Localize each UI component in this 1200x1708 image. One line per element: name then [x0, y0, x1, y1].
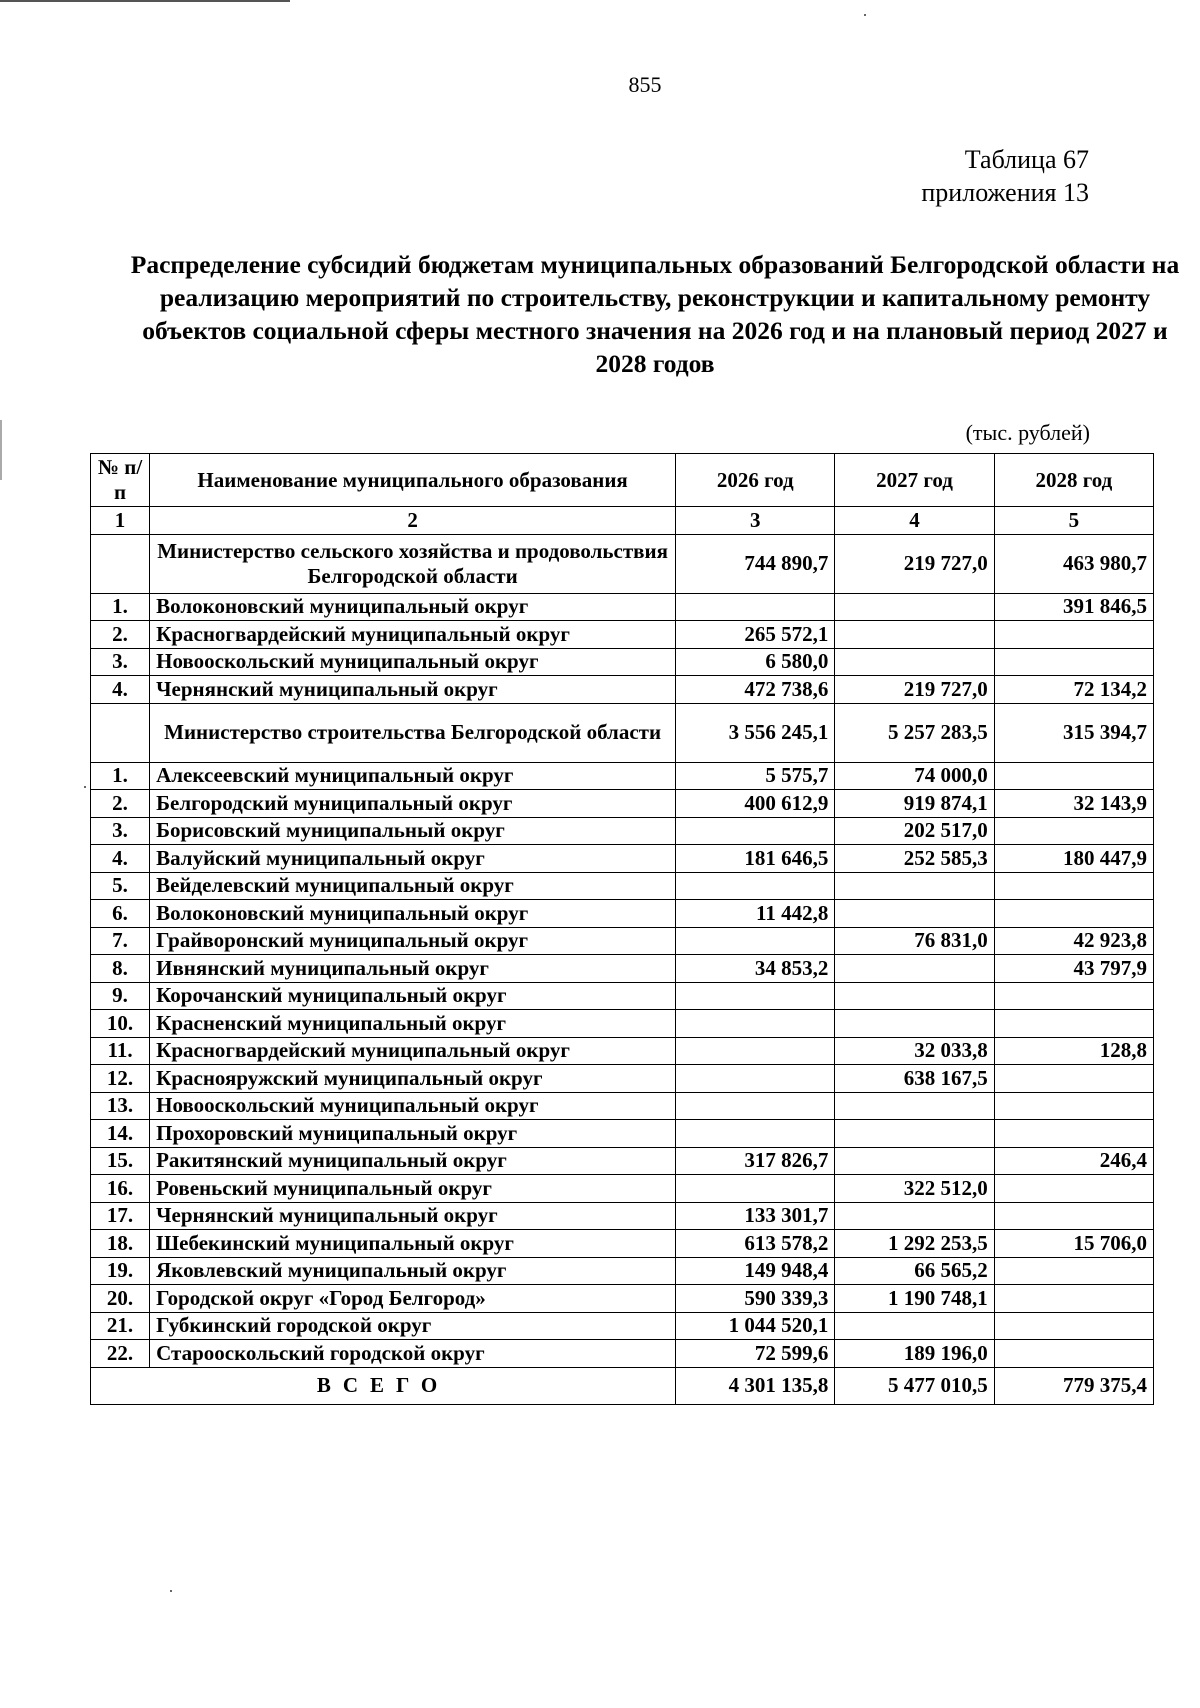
header-2027: 2027 год	[835, 454, 994, 507]
row-2028	[994, 1285, 1153, 1313]
row-2028: 15 706,0	[994, 1230, 1153, 1258]
header-2028: 2028 год	[994, 454, 1153, 507]
row-name: Борисовский муниципальный округ	[150, 817, 676, 845]
row-name: Прохоровский муниципальный округ	[150, 1120, 676, 1148]
group-2026: 744 890,7	[676, 534, 835, 593]
group-2027: 5 257 283,5	[835, 703, 994, 762]
scan-artifact-line	[0, 0, 290, 2]
row-2027	[835, 900, 994, 928]
table-ref-line2: приложения 13	[921, 178, 1089, 207]
row-name: Новооскольский муниципальный округ	[150, 648, 676, 676]
table-row	[91, 1257, 1154, 1285]
row-2028	[994, 621, 1153, 649]
table-row	[91, 1065, 1154, 1093]
row-name: Яковлевский муниципальный округ	[150, 1257, 676, 1285]
row-name: Шебекинский муниципальный округ	[150, 1230, 676, 1258]
row-number: 11.	[91, 1037, 150, 1065]
row-name: Краснояружский муниципальный округ	[150, 1065, 676, 1093]
group-row	[91, 703, 1154, 762]
row-number: 3.	[91, 817, 150, 845]
row-number: 1.	[91, 593, 150, 621]
table-row	[91, 1037, 1154, 1065]
row-2027	[835, 621, 994, 649]
row-name: Чернянский муниципальный округ	[150, 1202, 676, 1230]
table-row	[91, 900, 1154, 928]
row-2026	[676, 927, 835, 955]
table-row	[91, 955, 1154, 983]
row-number: 5.	[91, 872, 150, 900]
row-2027: 219 727,0	[835, 676, 994, 704]
row-2027	[835, 648, 994, 676]
row-2028	[994, 982, 1153, 1010]
row-name: Вейделевский муниципальный округ	[150, 872, 676, 900]
row-2027	[835, 1092, 994, 1120]
row-2026: 149 948,4	[676, 1257, 835, 1285]
row-name: Валуйский муниципальный округ	[150, 845, 676, 873]
row-number: 2.	[91, 790, 150, 818]
row-2027: 919 874,1	[835, 790, 994, 818]
group-2028: 463 980,7	[994, 534, 1153, 593]
row-2027: 1 292 253,5	[835, 1230, 994, 1258]
group-2028: 315 394,7	[994, 703, 1153, 762]
row-2026	[676, 1092, 835, 1120]
row-number: 18.	[91, 1230, 150, 1258]
row-number: 1.	[91, 762, 150, 790]
row-2027	[835, 982, 994, 1010]
row-2026	[676, 1120, 835, 1148]
row-2028: 391 846,5	[994, 593, 1153, 621]
col-number: 5	[994, 507, 1153, 535]
group-name: Министерство строительства Белгородской области	[150, 703, 676, 762]
row-2027	[835, 1312, 994, 1340]
row-2027: 74 000,0	[835, 762, 994, 790]
table-row	[91, 1010, 1154, 1038]
units-label: (тыс. рублей)	[965, 420, 1090, 445]
row-number: 9.	[91, 982, 150, 1010]
row-2026: 181 646,5	[676, 845, 835, 873]
row-2028	[994, 1010, 1153, 1038]
table-body	[91, 534, 1154, 1367]
row-2028	[994, 762, 1153, 790]
row-2026	[676, 1037, 835, 1065]
row-number: 12.	[91, 1065, 150, 1093]
header-num: № п/п	[91, 454, 150, 507]
row-2026: 72 599,6	[676, 1340, 835, 1368]
header-2026: 2026 год	[676, 454, 835, 507]
row-2028	[994, 900, 1153, 928]
row-2027: 252 585,3	[835, 845, 994, 873]
row-2027	[835, 1202, 994, 1230]
row-2026: 133 301,7	[676, 1202, 835, 1230]
row-number: 2.	[91, 621, 150, 649]
row-number: 19.	[91, 1257, 150, 1285]
document-title: Распределение субсидий бюджетам муниципальных образований Белгородской области на реализацию мероприятий по строительству, реконструкции и капитальному ремонту объектов социальной сферы местного значения на 2026 год и на плановый период 2027 и 2028 годов	[130, 250, 1180, 378]
col-number: 4	[835, 507, 994, 535]
header-name: Наименование муниципального образования	[150, 454, 676, 507]
scan-dot	[84, 786, 86, 788]
row-2027: 189 196,0	[835, 1340, 994, 1368]
table-row	[91, 648, 1154, 676]
row-number: 22.	[91, 1340, 150, 1368]
table-ref-line1: Таблица 67	[964, 145, 1089, 174]
row-2028	[994, 1120, 1153, 1148]
row-2028	[994, 1175, 1153, 1203]
row-name: Грайворонский муниципальный округ	[150, 927, 676, 955]
table-row	[91, 1230, 1154, 1258]
scan-artifact-mark	[0, 420, 2, 480]
row-2027: 1 190 748,1	[835, 1285, 994, 1313]
table-row	[91, 927, 1154, 955]
row-number: 7.	[91, 927, 150, 955]
row-number: 14.	[91, 1120, 150, 1148]
table-row	[91, 872, 1154, 900]
row-2027	[835, 1010, 994, 1038]
row-name: Красногвардейский муниципальный округ	[150, 621, 676, 649]
row-2028: 43 797,9	[994, 955, 1153, 983]
row-name: Красногвардейский муниципальный округ	[150, 1037, 676, 1065]
row-2028	[994, 1065, 1153, 1093]
row-name: Чернянский муниципальный округ	[150, 676, 676, 704]
row-2028: 128,8	[994, 1037, 1153, 1065]
row-2028: 72 134,2	[994, 676, 1153, 704]
row-2027: 638 167,5	[835, 1065, 994, 1093]
row-name: Новооскольский муниципальный округ	[150, 1092, 676, 1120]
row-2026: 472 738,6	[676, 676, 835, 704]
table-row	[91, 1312, 1154, 1340]
group-num-cell	[91, 703, 150, 762]
row-2028: 180 447,9	[994, 845, 1153, 873]
row-2026	[676, 1175, 835, 1203]
table-row	[91, 845, 1154, 873]
row-2026	[676, 982, 835, 1010]
table-row	[91, 1340, 1154, 1368]
row-2028	[994, 1092, 1153, 1120]
subsidy-table	[90, 453, 1154, 1405]
row-2026	[676, 872, 835, 900]
row-2026: 11 442,8	[676, 900, 835, 928]
table-row	[91, 676, 1154, 704]
row-2027	[835, 1120, 994, 1148]
col-number: 3	[676, 507, 835, 535]
row-2028	[994, 1340, 1153, 1368]
row-2028: 246,4	[994, 1147, 1153, 1175]
group-2027: 219 727,0	[835, 534, 994, 593]
row-2026	[676, 1010, 835, 1038]
row-2028	[994, 872, 1153, 900]
table-row	[91, 1120, 1154, 1148]
scan-dot	[864, 14, 866, 16]
col-number: 2	[150, 507, 676, 535]
total-row	[91, 1367, 1154, 1404]
column-number-row	[91, 507, 1154, 535]
group-name: Министерство сельского хозяйства и продовольствия Белгородской области	[150, 534, 676, 593]
table-row	[91, 1285, 1154, 1313]
total-label: ВСЕГО	[91, 1367, 676, 1404]
row-2026	[676, 593, 835, 621]
table-reference	[921, 143, 1089, 209]
row-2026	[676, 817, 835, 845]
row-number: 6.	[91, 900, 150, 928]
row-2028: 32 143,9	[994, 790, 1153, 818]
row-number: 13.	[91, 1092, 150, 1120]
page-number: 855	[628, 72, 662, 97]
row-2026: 6 580,0	[676, 648, 835, 676]
table-row	[91, 621, 1154, 649]
group-num-cell	[91, 534, 150, 593]
row-2028	[994, 648, 1153, 676]
row-2026: 317 826,7	[676, 1147, 835, 1175]
table-row	[91, 790, 1154, 818]
total-2026: 4 301 135,8	[676, 1367, 835, 1404]
row-name: Красненский муниципальный округ	[150, 1010, 676, 1038]
row-name: Городской округ «Город Белгород»	[150, 1285, 676, 1313]
row-number: 4.	[91, 845, 150, 873]
table-row	[91, 1175, 1154, 1203]
row-number: 10.	[91, 1010, 150, 1038]
row-2026	[676, 1065, 835, 1093]
row-2027	[835, 593, 994, 621]
row-2028	[994, 1202, 1153, 1230]
row-name: Белгородский муниципальный округ	[150, 790, 676, 818]
row-2027: 322 512,0	[835, 1175, 994, 1203]
group-row	[91, 534, 1154, 593]
table-header-row	[91, 454, 1154, 507]
table-row	[91, 817, 1154, 845]
row-2028	[994, 1312, 1153, 1340]
row-number: 3.	[91, 648, 150, 676]
row-name: Алексеевский муниципальный округ	[150, 762, 676, 790]
row-2026: 590 339,3	[676, 1285, 835, 1313]
row-name: Корочанский муниципальный округ	[150, 982, 676, 1010]
row-name: Волоконовский муниципальный округ	[150, 593, 676, 621]
row-name: Волоконовский муниципальный округ	[150, 900, 676, 928]
table-row	[91, 982, 1154, 1010]
row-2027	[835, 955, 994, 983]
row-number: 16.	[91, 1175, 150, 1203]
table-row	[91, 1202, 1154, 1230]
row-2027: 76 831,0	[835, 927, 994, 955]
row-2026: 613 578,2	[676, 1230, 835, 1258]
row-number: 4.	[91, 676, 150, 704]
row-2027	[835, 1147, 994, 1175]
table-row	[91, 593, 1154, 621]
row-2028	[994, 1257, 1153, 1285]
row-number: 17.	[91, 1202, 150, 1230]
row-2028	[994, 817, 1153, 845]
row-name: Ровеньский муниципальный округ	[150, 1175, 676, 1203]
row-name: Губкинский городской округ	[150, 1312, 676, 1340]
row-2027	[835, 872, 994, 900]
row-number: 15.	[91, 1147, 150, 1175]
row-name: Ивнянский муниципальный округ	[150, 955, 676, 983]
row-2026: 34 853,2	[676, 955, 835, 983]
row-2028: 42 923,8	[994, 927, 1153, 955]
row-2026: 1 044 520,1	[676, 1312, 835, 1340]
row-2027: 32 033,8	[835, 1037, 994, 1065]
row-2027: 66 565,2	[835, 1257, 994, 1285]
row-number: 21.	[91, 1312, 150, 1340]
row-2026: 5 575,7	[676, 762, 835, 790]
row-2026: 265 572,1	[676, 621, 835, 649]
row-number: 8.	[91, 955, 150, 983]
row-2027: 202 517,0	[835, 817, 994, 845]
total-2028: 779 375,4	[994, 1367, 1153, 1404]
table-row	[91, 1147, 1154, 1175]
row-number: 20.	[91, 1285, 150, 1313]
row-2026: 400 612,9	[676, 790, 835, 818]
col-number: 1	[91, 507, 150, 535]
scan-dot	[170, 1590, 172, 1592]
total-2027: 5 477 010,5	[835, 1367, 994, 1404]
row-name: Старооскольский городской округ	[150, 1340, 676, 1368]
row-name: Ракитянский муниципальный округ	[150, 1147, 676, 1175]
group-2026: 3 556 245,1	[676, 703, 835, 762]
table-row	[91, 1092, 1154, 1120]
table-row	[91, 762, 1154, 790]
